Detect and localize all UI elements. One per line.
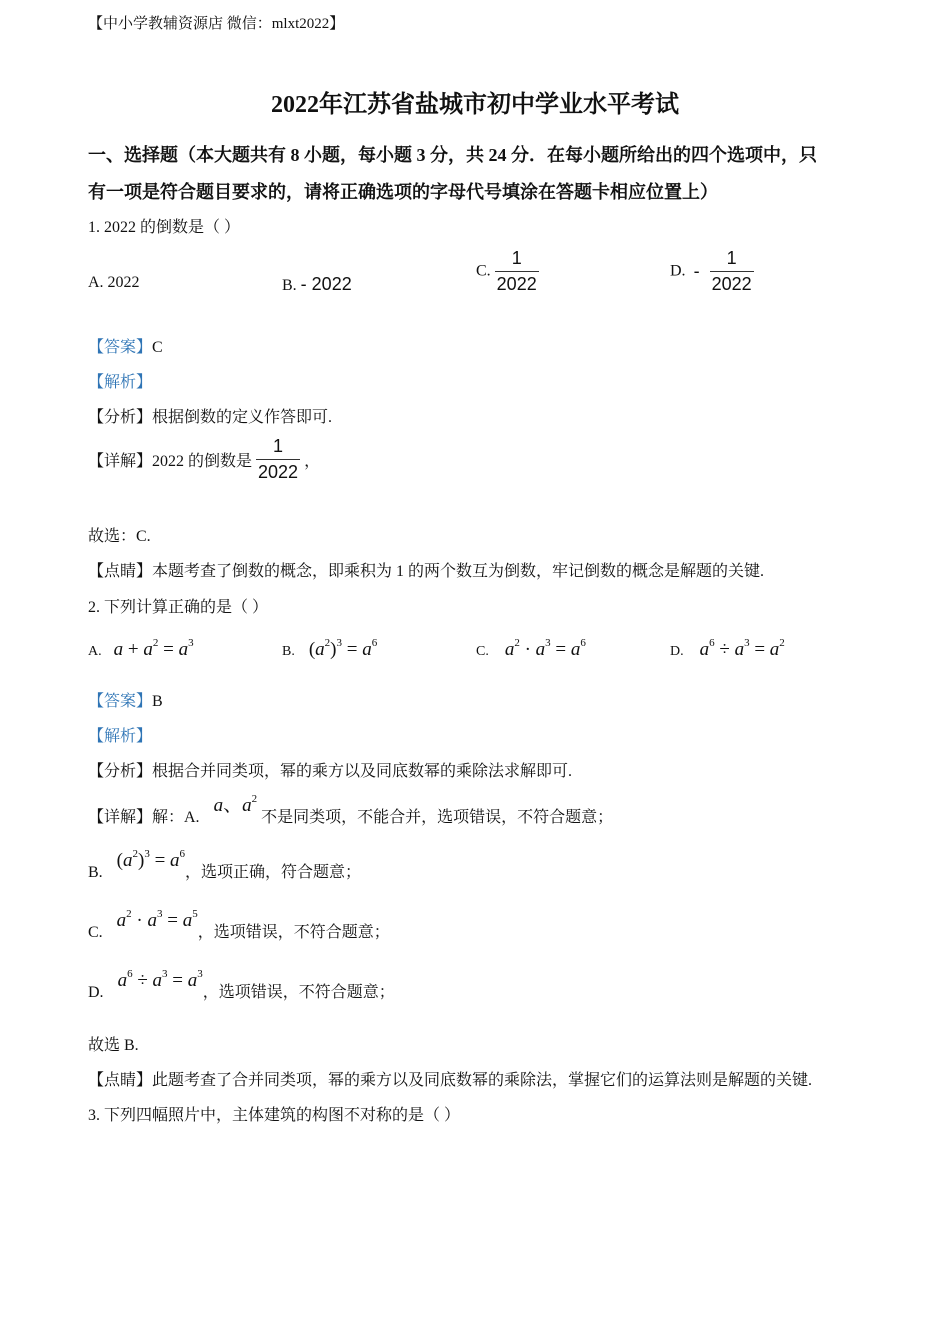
section-heading-line1: 一、选择题（本大题共有 8 小题，每小题 3 分，共 24 分．在每小题所给出的四个选项中，只	[88, 145, 817, 165]
q1-option-d-label: D.	[670, 262, 686, 280]
q2-option-c-label: C.	[476, 644, 489, 659]
q1-detail	[88, 436, 320, 483]
q2-detail-d-label: D.	[88, 984, 104, 1001]
q2-detail-b-label: B.	[88, 864, 103, 881]
q2-detail-b-text: ，选项正确，符合题意；	[185, 864, 362, 881]
q2-detail-c-label: C.	[88, 924, 103, 941]
q1-option-d-sign: -	[693, 261, 700, 281]
q1-option-b-value: - 2022	[300, 274, 352, 294]
fraction-denominator: 2022	[256, 459, 300, 483]
q2-option-b-expr: $(a^2)^3 = a^6$	[308, 637, 378, 660]
q2-fenxi: 【分析】根据合并同类项，幂的乘方以及同底数幂的乘除法求解即可.	[88, 763, 573, 780]
answer-tag: 【答案】	[88, 693, 153, 710]
q1-option-c	[476, 248, 539, 295]
q2-detail-b-expr: $(a^2)^3 = a^6$	[116, 848, 186, 871]
q2-detail-d-expr: $a^6 \div a^3 = a^3$	[117, 968, 203, 991]
q2-answer	[88, 688, 163, 711]
q2-option-a-expr: $a + a^2 = a^3$	[113, 637, 194, 660]
q2-comment: 【点睛】此题考查了合并同类项，幂的乘方以及同底数幂的乘除法，掌握它们的运算法则是解题的关键.	[88, 1072, 813, 1089]
q1-option-b-label: B.	[282, 277, 297, 294]
q3-stem: 3. 下列四幅照片中，主体建筑的构图不对称的是（ ）	[88, 1107, 461, 1124]
q1-detail-suffix: ，	[304, 453, 321, 470]
q2-detail-c-expr: $a^2 \cdot a^3 = a^5$	[116, 908, 198, 931]
q2-detail-c	[88, 910, 390, 942]
q1-answer	[88, 334, 163, 357]
q2-option-d-expr: $a^6 \div a^3 = a^2$	[699, 637, 785, 660]
q2-detail-prefix: 【详解】解：A.	[88, 809, 200, 826]
q2-detail-a-text: 不是同类项，不能合并，选项错误，不符合题意；	[261, 809, 614, 826]
section-heading-line2: 有一项是符合题目要求的，请将正确选项的字母代号填涂在答题卡相应位置上）	[88, 182, 718, 202]
q1-stem: 1. 2022 的倒数是（ ）	[88, 219, 241, 236]
q2-detail-d	[88, 970, 395, 1002]
q2-option-d-label: D.	[670, 644, 684, 659]
q2-option-b	[282, 626, 377, 661]
q2-option-c	[476, 628, 586, 661]
q2-option-c-expr: $a^2 \cdot a^3 = a^6$	[504, 637, 586, 660]
q2-detail-c-text: ，选项错误，不符合题意；	[197, 924, 390, 941]
q2-detail-a	[88, 790, 613, 827]
q2-detail-b	[88, 850, 361, 882]
fraction-denominator: 2022	[710, 271, 754, 295]
q1-analysis-tag: 【解析】	[88, 374, 153, 391]
q1-choose: 故选：C.	[88, 528, 151, 545]
q2-option-a-label: A.	[88, 644, 102, 659]
q1-option-d	[670, 248, 754, 295]
q2-option-b-label: B.	[282, 644, 295, 659]
q2-stem: 2. 下列计算正确的是（ ）	[88, 599, 269, 616]
q1-detail-prefix: 【详解】2022 的倒数是	[88, 453, 253, 470]
q1-option-d-fraction	[710, 248, 754, 295]
q2-detail-d-text: ，选项错误，不符合题意；	[202, 984, 395, 1001]
q1-comment: 【点睛】本题考查了倒数的概念，即乘积为 1 的两个数互为倒数，牢记倒数的概念是解题的关键.	[88, 563, 765, 580]
answer-tag: 【答案】	[88, 339, 153, 356]
answer-value: B	[152, 693, 163, 710]
fraction-numerator: 1	[511, 248, 522, 268]
q2-option-d	[670, 628, 785, 661]
q1-option-c-label: C.	[476, 262, 491, 280]
q1-option-b	[282, 274, 352, 295]
fraction-numerator: 1	[726, 248, 737, 268]
page-title: 2022年江苏省盐城市初中学业水平考试	[271, 92, 679, 118]
answer-value: C	[152, 339, 163, 356]
q2-detail-a-expr: a、$a^2$	[213, 793, 258, 816]
fraction-numerator: 1	[273, 436, 284, 456]
header-watermark: 【中小学教辅资源店 微信：mlxt2022】	[88, 16, 345, 32]
q2-choose: 故选 B.	[88, 1037, 139, 1054]
q1-option-c-fraction	[495, 248, 539, 295]
q1-detail-fraction	[256, 436, 300, 483]
q2-analysis-tag: 【解析】	[88, 728, 153, 745]
q1-fenxi: 【分析】根据倒数的定义作答即可.	[88, 409, 333, 426]
q1-option-a: A. 2022	[88, 274, 140, 291]
fraction-denominator: 2022	[495, 271, 539, 295]
q2-option-a	[88, 628, 194, 661]
